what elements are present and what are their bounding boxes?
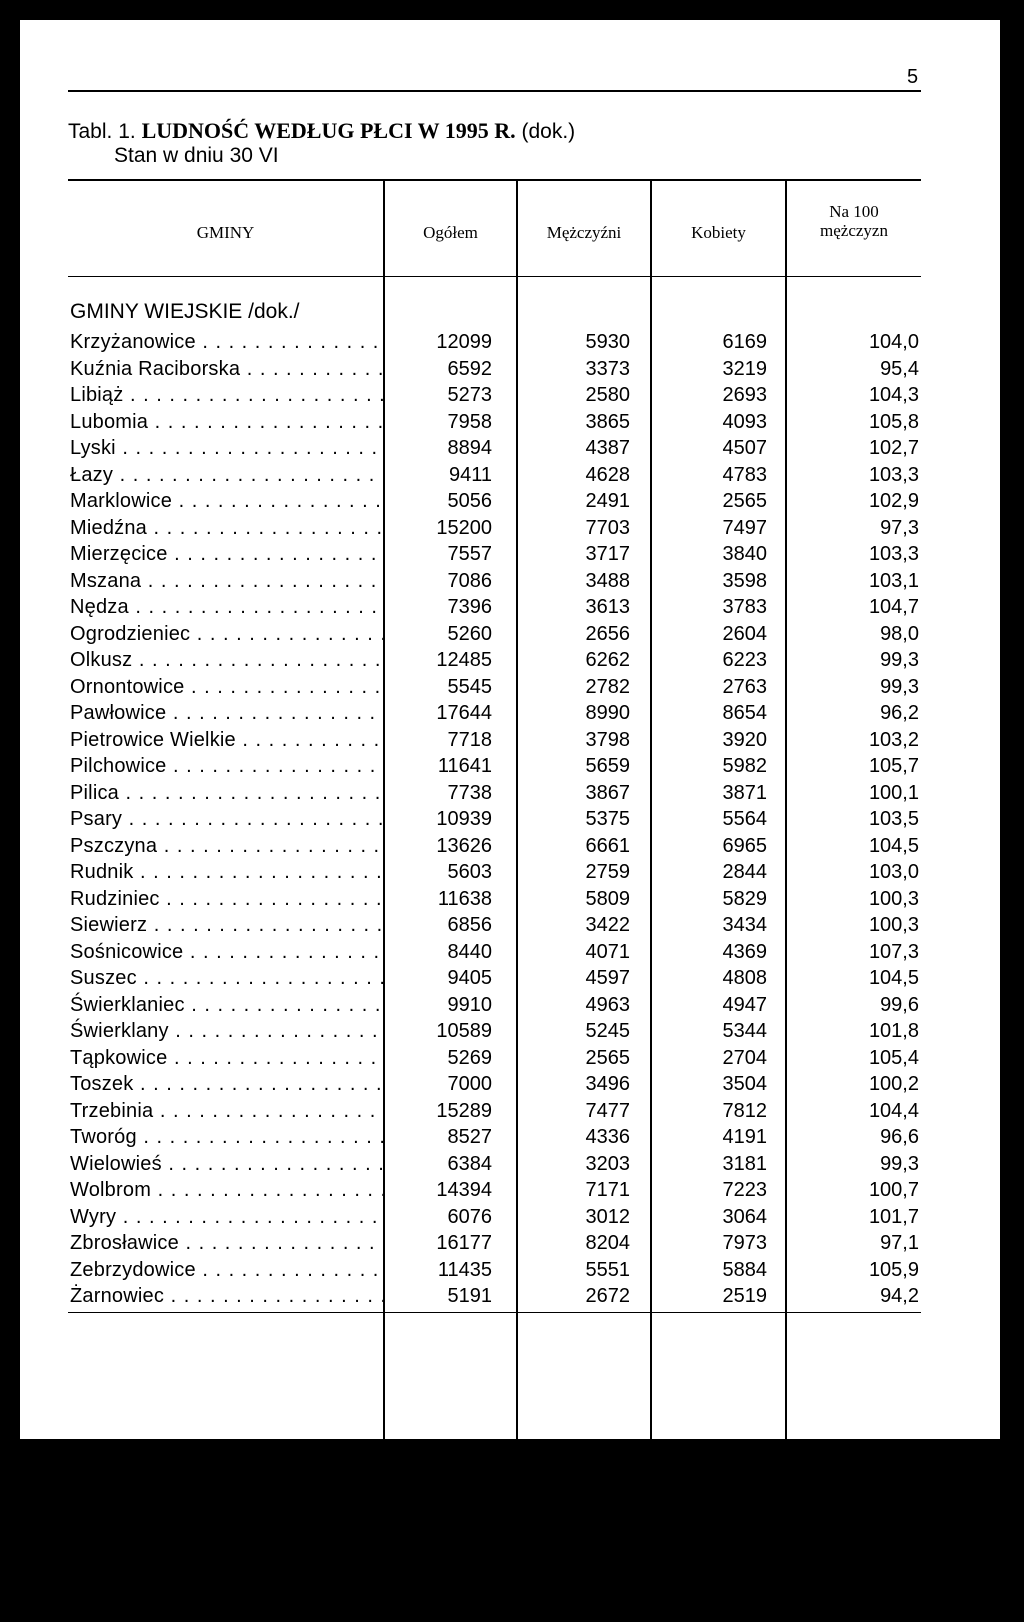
cell-na100: 105,7 <box>868 755 919 777</box>
cell-na100: 100,3 <box>868 914 919 936</box>
table-row <box>70 1124 921 1151</box>
cell-ogolem: 8894 <box>447 437 492 459</box>
cell-na100: 101,8 <box>868 1020 919 1042</box>
cell-ogolem: 5269 <box>447 1046 492 1069</box>
gmina-name: Pawłowice . . . <box>70 700 385 727</box>
cell-kobiety: 2763 <box>722 675 767 698</box>
cell-kobiety: 4507 <box>722 437 767 459</box>
gmina-name: Kuźnia Raciborska . . . <box>70 356 385 383</box>
cell-ogolem: 7000 <box>447 1073 492 1095</box>
cell-kobiety: 7812 <box>722 1099 767 1122</box>
table-row <box>70 780 921 807</box>
cell-ogolem: 11435 <box>437 1258 492 1281</box>
cell-kobiety: 5982 <box>722 755 767 777</box>
cell-na100: 104,5 <box>868 834 919 857</box>
col-header-na100 <box>787 202 921 240</box>
table-title <box>68 118 575 144</box>
gmina-name: Pszczyna . . . <box>70 833 385 860</box>
cell-mezczyzni: 5809 <box>585 887 630 910</box>
table-row <box>70 462 921 489</box>
table-row <box>70 1177 921 1204</box>
cell-na100: 102,9 <box>868 490 919 512</box>
cell-na100: 104,7 <box>868 596 919 618</box>
table-row <box>70 356 921 383</box>
cell-na100: 99,6 <box>880 993 919 1016</box>
cell-ogolem: 11641 <box>437 755 492 777</box>
cell-mezczyzni: 3867 <box>585 781 630 804</box>
gmina-name: Siewierz . . . <box>70 912 385 939</box>
table-row <box>70 859 921 886</box>
cell-kobiety: 4369 <box>722 940 767 963</box>
cell-ogolem: 5273 <box>447 384 492 406</box>
cell-na100: 94,2 <box>880 1285 919 1307</box>
cell-na100: 104,3 <box>868 384 919 406</box>
cell-mezczyzni: 3203 <box>585 1152 630 1175</box>
cell-mezczyzni: 6661 <box>585 834 630 857</box>
cell-mezczyzni: 7703 <box>585 516 630 539</box>
table-row <box>70 727 921 754</box>
gmina-name: Krzyżanowice . . . <box>70 329 385 356</box>
header-top-rule <box>68 179 921 181</box>
cell-na100: 102,7 <box>868 437 919 459</box>
table-row <box>70 1151 921 1178</box>
cell-na100: 103,1 <box>868 569 919 592</box>
table-row <box>70 594 921 621</box>
cell-mezczyzni: 2565 <box>585 1046 630 1069</box>
table-row <box>70 886 921 913</box>
cell-mezczyzni: 5245 <box>585 1020 630 1042</box>
table-body <box>70 329 921 1310</box>
col-header-mezczyzni: Mężczyźni <box>546 223 622 242</box>
gmina-name: Rudziniec . . . <box>70 886 385 913</box>
cell-mezczyzni: 3373 <box>585 357 630 380</box>
cell-kobiety: 3434 <box>722 914 767 936</box>
table-row <box>70 329 921 356</box>
cell-kobiety: 3064 <box>722 1205 767 1228</box>
cell-na100: 98,0 <box>880 622 919 645</box>
cell-ogolem: 9405 <box>447 967 492 989</box>
cell-na100: 105,9 <box>868 1258 919 1281</box>
gmina-name: Olkusz . . . <box>70 647 385 674</box>
table-row <box>70 621 921 648</box>
col-header-ogolem: Ogółem <box>423 223 478 242</box>
cell-kobiety: 4808 <box>722 967 767 989</box>
gmina-name: Lyski . . . <box>70 435 385 462</box>
cell-kobiety: 8654 <box>722 702 767 724</box>
gmina-name: Tworóg . . . <box>70 1124 385 1151</box>
table-row <box>70 647 921 674</box>
cell-kobiety: 6169 <box>722 331 767 353</box>
cell-kobiety: 3871 <box>722 781 767 804</box>
gmina-name: Świerklaniec . . . <box>70 992 385 1019</box>
gmina-name: Miedźna . . . <box>70 515 385 542</box>
cell-ogolem: 10589 <box>436 1020 492 1042</box>
table-row <box>70 1018 921 1045</box>
table-row <box>70 753 921 780</box>
cell-na100: 103,0 <box>868 861 919 883</box>
cell-mezczyzni: 4963 <box>585 993 630 1016</box>
col-header-na100-line2: mężczyzn <box>820 221 888 240</box>
cell-mezczyzni: 5659 <box>585 755 630 777</box>
gmina-name: Lubomia . . . <box>70 409 385 436</box>
cell-ogolem: 7738 <box>447 781 492 804</box>
gmina-name: Ogrodzieniec . . . <box>70 621 385 648</box>
cell-kobiety: 2604 <box>722 622 767 645</box>
cell-kobiety: 7973 <box>722 1232 767 1254</box>
gmina-name: Zbrosławice . . . <box>70 1230 385 1257</box>
cell-na100: 103,3 <box>868 463 919 486</box>
cell-ogolem: 14394 <box>436 1179 492 1201</box>
cell-na100: 99,3 <box>880 649 919 671</box>
cell-na100: 95,4 <box>880 357 919 380</box>
cell-na100: 103,3 <box>868 543 919 565</box>
gmina-name: Ornontowice . . . <box>70 674 385 701</box>
cell-kobiety: 2565 <box>722 490 767 512</box>
gmina-name: Łazy . . . <box>70 462 385 489</box>
cell-mezczyzni: 2782 <box>585 675 630 698</box>
cell-mezczyzni: 2656 <box>585 622 630 645</box>
cell-ogolem: 5545 <box>447 675 492 698</box>
col-header-gminy: GMINY <box>196 223 255 242</box>
cell-mezczyzni: 3613 <box>585 596 630 618</box>
table-row <box>70 806 921 833</box>
cell-kobiety: 2704 <box>722 1046 767 1069</box>
cell-na100: 107,3 <box>868 940 919 963</box>
gmina-name: Nędza . . . <box>70 594 385 621</box>
cell-na100: 100,7 <box>868 1179 919 1201</box>
cell-kobiety: 4783 <box>722 463 767 486</box>
table-row <box>70 541 921 568</box>
table-row <box>70 409 921 436</box>
table-row <box>70 912 921 939</box>
cell-mezczyzni: 4628 <box>585 463 630 486</box>
cell-ogolem: 7396 <box>447 596 492 618</box>
gmina-name: Świerklany . . . <box>70 1018 385 1045</box>
cell-mezczyzni: 2580 <box>585 384 630 406</box>
cell-ogolem: 6384 <box>447 1152 492 1175</box>
table-row <box>70 939 921 966</box>
cell-mezczyzni: 4597 <box>585 967 630 989</box>
gmina-name: Pilica . . . <box>70 780 385 807</box>
cell-ogolem: 5603 <box>447 861 492 883</box>
table-row <box>70 1045 921 1072</box>
gmina-name: Wolbrom . . . <box>70 1177 385 1204</box>
gmina-name: Rudnik . . . <box>70 859 385 886</box>
cell-ogolem: 11638 <box>437 887 492 910</box>
cell-mezczyzni: 3865 <box>585 410 630 433</box>
cell-na100: 104,0 <box>868 331 919 353</box>
cell-mezczyzni: 2759 <box>585 861 630 883</box>
cell-ogolem: 9910 <box>447 993 492 1016</box>
table-row <box>70 674 921 701</box>
cell-na100: 100,3 <box>868 887 919 910</box>
cell-kobiety: 2693 <box>722 384 767 406</box>
gmina-name: Marklowice . . . <box>70 488 385 515</box>
cell-ogolem: 8440 <box>447 940 492 963</box>
cell-kobiety: 5344 <box>722 1020 767 1042</box>
table-row <box>70 833 921 860</box>
cell-kobiety: 3598 <box>722 569 767 592</box>
col-header-na100-line1: Na 100 <box>829 202 879 221</box>
gmina-name: Wyry . . . <box>70 1204 385 1231</box>
table-row <box>70 568 921 595</box>
cell-ogolem: 6076 <box>447 1205 492 1228</box>
cell-kobiety: 3219 <box>722 357 767 380</box>
page-number: 5 <box>907 66 919 88</box>
cell-mezczyzni: 8990 <box>585 702 630 724</box>
cell-kobiety: 6223 <box>722 649 767 671</box>
cell-ogolem: 9411 <box>448 463 492 486</box>
cell-kobiety: 2844 <box>722 861 767 883</box>
cell-ogolem: 12099 <box>436 331 492 353</box>
gmina-name: Mierzęcice . . . <box>70 541 385 568</box>
table-row <box>70 1204 921 1231</box>
cell-mezczyzni: 3798 <box>585 728 630 751</box>
cell-kobiety: 3920 <box>722 728 767 751</box>
cell-kobiety: 2519 <box>722 1285 767 1307</box>
gmina-name: Tąpkowice . . . <box>70 1045 385 1072</box>
gmina-name: Libiąż . . . <box>70 382 385 409</box>
table-row <box>70 488 921 515</box>
table-row <box>70 382 921 409</box>
cell-ogolem: 16177 <box>436 1232 492 1254</box>
cell-mezczyzni: 2672 <box>585 1285 630 1307</box>
cell-ogolem: 5191 <box>447 1285 492 1307</box>
table-row <box>70 1257 921 1284</box>
gmina-name: Żarnowiec . . . <box>70 1283 385 1310</box>
cell-ogolem: 7958 <box>447 410 492 433</box>
table-row <box>70 515 921 542</box>
cell-kobiety: 7497 <box>722 516 767 539</box>
cell-kobiety: 5884 <box>722 1258 767 1281</box>
table-subtitle: Stan w dniu 30 VI <box>114 144 279 167</box>
cell-kobiety: 3840 <box>722 543 767 565</box>
cell-mezczyzni: 4071 <box>585 940 630 963</box>
cell-kobiety: 4093 <box>722 410 767 433</box>
cell-ogolem: 7718 <box>447 728 492 751</box>
cell-ogolem: 6856 <box>447 914 492 936</box>
gmina-name: Zebrzydowice . . . <box>70 1257 385 1284</box>
table-row <box>70 992 921 1019</box>
cell-mezczyzni: 6262 <box>585 649 630 671</box>
table-row <box>70 1071 921 1098</box>
cell-ogolem: 7557 <box>447 543 492 565</box>
cell-kobiety: 3504 <box>722 1073 767 1095</box>
cell-na100: 104,4 <box>868 1099 919 1122</box>
cell-na100: 103,2 <box>868 728 919 751</box>
cell-mezczyzni: 5930 <box>585 331 630 353</box>
cell-ogolem: 10939 <box>436 808 492 830</box>
cell-ogolem: 7086 <box>447 569 492 592</box>
cell-na100: 104,5 <box>868 967 919 989</box>
cell-ogolem: 5056 <box>447 490 492 512</box>
gmina-name: Pietrowice Wielkie . . . <box>70 727 385 754</box>
cell-na100: 105,4 <box>868 1046 919 1069</box>
table-row <box>70 700 921 727</box>
gmina-name: Toszek . . . <box>70 1071 385 1098</box>
cell-mezczyzni: 3422 <box>585 914 630 936</box>
table-title-main: LUDNOŚĆ WEDŁUG PŁCI W 1995 R. <box>141 118 516 143</box>
table-row <box>70 965 921 992</box>
cell-na100: 97,3 <box>880 516 919 539</box>
cell-mezczyzni: 3496 <box>585 1073 630 1095</box>
cell-ogolem: 13626 <box>436 834 492 857</box>
table-row <box>70 1098 921 1125</box>
cell-na100: 105,8 <box>868 410 919 433</box>
document-page <box>20 20 1000 1439</box>
cell-mezczyzni: 7477 <box>585 1099 630 1122</box>
cell-mezczyzni: 4387 <box>585 437 630 459</box>
gmina-name: Sośnicowice . . . <box>70 939 385 966</box>
cell-na100: 100,2 <box>868 1073 919 1095</box>
cell-kobiety: 5829 <box>722 887 767 910</box>
cell-na100: 99,3 <box>880 675 919 698</box>
cell-kobiety: 7223 <box>722 1179 767 1201</box>
gmina-name: Trzebinia . . . <box>70 1098 385 1125</box>
cell-ogolem: 15289 <box>436 1099 492 1122</box>
cell-na100: 96,6 <box>880 1126 919 1148</box>
cell-ogolem: 5260 <box>447 622 492 645</box>
cell-mezczyzni: 4336 <box>585 1126 630 1148</box>
table-row <box>70 1283 921 1310</box>
cell-kobiety: 5564 <box>722 808 767 830</box>
cell-kobiety: 3783 <box>722 596 767 618</box>
gmina-name: Wielowieś . . . <box>70 1151 385 1178</box>
gmina-name: Psary . . . <box>70 806 385 833</box>
gmina-name: Mszana . . . <box>70 568 385 595</box>
cell-ogolem: 12485 <box>436 649 492 671</box>
cell-mezczyzni: 8204 <box>585 1232 630 1254</box>
cell-na100: 99,3 <box>880 1152 919 1175</box>
cell-mezczyzni: 7171 <box>585 1179 630 1201</box>
table-title-suffix: (dok.) <box>521 120 576 143</box>
table-bottom-rule <box>68 1312 921 1313</box>
gmina-name: Pilchowice . . . <box>70 753 385 780</box>
gmina-name: Suszec . . . <box>70 965 385 992</box>
cell-ogolem: 15200 <box>436 516 492 539</box>
cell-na100: 100,1 <box>868 781 919 804</box>
cell-ogolem: 17644 <box>436 702 492 724</box>
cell-mezczyzni: 3717 <box>585 543 630 565</box>
cell-kobiety: 4191 <box>722 1126 767 1148</box>
cell-na100: 103,5 <box>868 808 919 830</box>
col-header-kobiety: Kobiety <box>691 223 746 242</box>
cell-ogolem: 6592 <box>447 357 492 380</box>
cell-kobiety: 3181 <box>722 1152 767 1175</box>
cell-na100: 101,7 <box>868 1205 919 1228</box>
section-label: GMINY WIEJSKIE /dok./ <box>70 300 300 323</box>
cell-kobiety: 6965 <box>722 834 767 857</box>
table-row <box>70 435 921 462</box>
table-number: Tabl. 1. <box>68 120 136 143</box>
header-bottom-rule <box>68 276 921 277</box>
cell-mezczyzni: 3012 <box>585 1205 630 1228</box>
top-rule <box>68 90 921 92</box>
cell-mezczyzni: 5375 <box>585 808 630 830</box>
cell-ogolem: 8527 <box>447 1126 492 1148</box>
cell-mezczyzni: 2491 <box>585 490 630 512</box>
cell-na100: 97,1 <box>880 1232 919 1254</box>
cell-kobiety: 4947 <box>722 993 767 1016</box>
cell-na100: 96,2 <box>880 702 919 724</box>
cell-mezczyzni: 5551 <box>585 1258 630 1281</box>
cell-mezczyzni: 3488 <box>585 569 630 592</box>
table-row <box>70 1230 921 1257</box>
